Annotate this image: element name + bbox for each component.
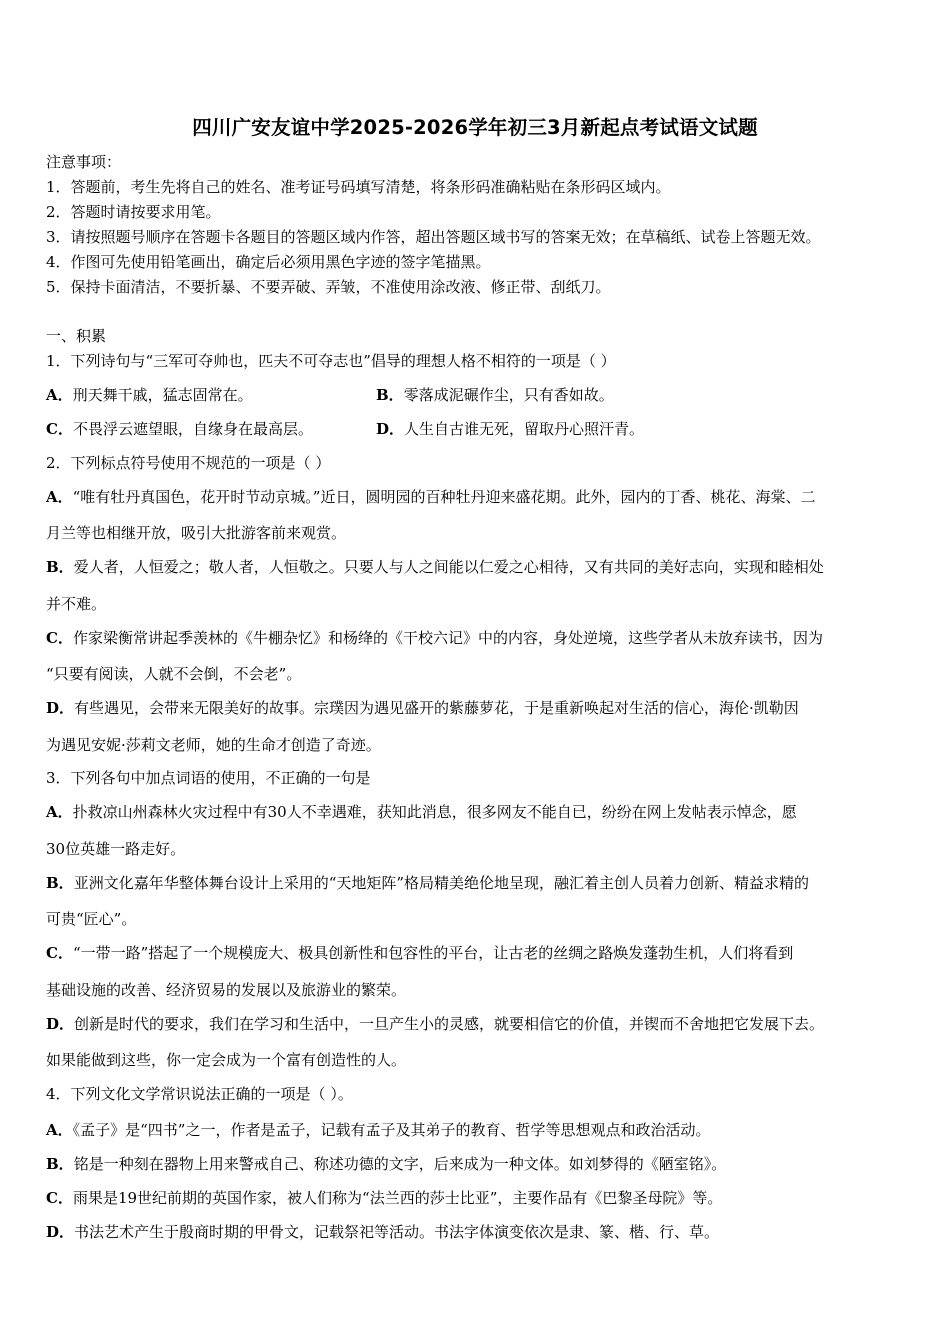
option-label: A． [46, 803, 73, 821]
q3-option-b [46, 873, 809, 893]
q1-option-c [46, 419, 313, 439]
option-label: C． [46, 944, 73, 962]
q3-option-a-cont: 30位英雄一路走好。 [46, 840, 186, 858]
q2-option-a-cont: 月兰等也相继开放，吸引大批游客前来观赏。 [46, 524, 347, 542]
q3-option-d [46, 1014, 824, 1034]
q2-option-d-cont: 为遇见安妮·莎莉文老师，她的生命才创造了奇迹。 [46, 736, 381, 754]
option-text: 零落成泥碾作尘，只有香如故。 [403, 386, 614, 404]
q1-option-a [46, 385, 253, 405]
q2-stem: 2．下列标点符号使用不规范的一项是（ ） [46, 454, 331, 472]
q2-option-c-cont: “只要有阅读，人就不会倒，不会老”。 [46, 665, 302, 683]
option-text: 书法艺术产生于殷商时期的甲骨文，记载祭祀等活动。书法字体演变依次是隶、篆、楷、行、草。 [74, 1223, 720, 1241]
q3-option-b-cont: 可贵“匠心”。 [46, 910, 137, 928]
option-label: A． [46, 488, 73, 506]
q3-option-a [46, 802, 797, 822]
option-label: A． [46, 386, 73, 404]
q2-option-c [46, 628, 823, 648]
option-text: 有些遇见，会带来无限美好的故事。宗璞因为遇见盛开的紫藤萝花，于是重新唤起对生活的信心，海伦·凯勒因 [74, 699, 799, 717]
notice-item-4: 4．作图可先使用铅笔画出，确定后必须用黑色字迹的签字笔描黑。 [46, 253, 491, 271]
notice-item-2: 2．答题时请按要求用笔。 [46, 203, 221, 221]
option-label: A． [46, 1121, 73, 1139]
q3-option-d-cont: 如果能做到这些，你一定会成为一个富有创造性的人。 [46, 1051, 407, 1069]
option-label: D． [46, 1223, 75, 1241]
option-text: 亚洲文化嘉年华整体舞台设计上采用的“天地矩阵”格局精美绝伦地呈现，融汇着主创人员着力创新、精益求精的 [73, 874, 810, 892]
option-label: C． [46, 1189, 73, 1207]
option-text: 《孟子》是“四书”之一，作者是孟子，记载有孟子及其弟子的教育、哲学等思想观点和政治活动。 [72, 1121, 711, 1139]
option-text: 扑救凉山州森林火灾过程中有30人不幸遇难，获知此消息，很多网友不能自已，纷纷在网上发帖表示悼念，愿 [72, 803, 797, 821]
option-label: D． [376, 420, 405, 438]
option-label: B． [46, 558, 74, 576]
option-label: D． [46, 699, 75, 717]
q2-option-d [46, 698, 799, 718]
notice-heading: 注意事项： [46, 153, 122, 171]
option-text: 雨果是19世纪前期的英国作家，被人们称为“法兰西的莎士比亚”，主要作品有《巴黎圣母院》等。 [72, 1189, 723, 1207]
q3-option-c-cont: 基础设施的改善、经济贸易的发展以及旅游业的繁荣。 [46, 981, 407, 999]
option-text: 人生自古谁无死，留取丹心照汗青。 [404, 420, 645, 438]
option-text: 创新是时代的要求，我们在学习和生活中，一旦产生小的灵感，就要相信它的价值，并锲而不舍地把它发展下去。 [74, 1015, 825, 1033]
q4-option-a [46, 1120, 710, 1140]
q2-option-b [46, 557, 824, 577]
q2-option-b-cont: 并不难。 [46, 595, 107, 613]
q2-option-a [46, 487, 815, 507]
option-text: “唯有牡丹真国色，花开时节动京城。”近日，圆明园的百种牡丹迎来盛花期。此外，园内的丁香、桃花、海棠、二 [72, 488, 816, 506]
q1-option-d [376, 419, 644, 439]
q4-option-b [46, 1154, 726, 1174]
notice-item-1: 1．答题前，考生先将自己的姓名、准考证号码填写清楚，将条形码准确粘贴在条形码区域内。 [46, 178, 671, 196]
q4-option-c [46, 1188, 722, 1208]
option-label: B． [46, 1155, 74, 1173]
option-text: “一带一路”搭起了一个规模庞大、极具创新性和包容性的平台，让古老的丝绸之路焕发蓬勃生机，人们将看到 [72, 944, 794, 962]
option-text: 爱人者，人恒爱之；敬人者，人恒敬之。只要人与人之间能以仁爱之心相待，又有共同的美好志向，实现和睦相处 [73, 558, 824, 576]
option-label: B． [376, 386, 404, 404]
option-text: 作家梁衡常讲起季羡林的《牛棚杂忆》和杨绛的《干校六记》中的内容，身处逆境，这些学者从未放弃读书，因为 [72, 629, 823, 647]
q1-stem: 1．下列诗句与“三军可夺帅也，匹夫不可夺志也”倡导的理想人格不相符的一项是（ ） [46, 352, 616, 370]
q3-stem: 3．下列各句中加点词语的使用，不正确的一句是 [46, 769, 371, 787]
option-label: C． [46, 420, 73, 438]
notice-item-3: 3．请按照题号顺序在答题卡各题目的答题区域内作答，超出答题区域书写的答案无效；在草稿纸、试卷上答题无效。 [46, 228, 821, 246]
option-text: 不畏浮云遮望眼，自缘身在最高层。 [72, 420, 313, 438]
option-label: D． [46, 1015, 75, 1033]
notice-item-5: 5．保持卡面清洁，不要折暴、不要弄破、弄皱，不准使用涂改液、修正带、刮纸刀。 [46, 278, 611, 296]
q4-stem: 4．下列文化文学常识说法正确的一项是（ ）。 [46, 1085, 353, 1103]
section-heading: 一、积累 [46, 327, 107, 345]
page-title: 四川广安友谊中学2025-2026学年初三3月新起点考试语文试题 [192, 116, 758, 139]
q1-option-b [376, 385, 614, 405]
option-label: C． [46, 629, 73, 647]
q3-option-c [46, 943, 793, 963]
option-text: 铭是一种刻在器物上用来警戒自己、称述功德的文字，后来成为一种文体。如刘梦得的《陋室铭》。 [73, 1155, 727, 1173]
q4-option-d [46, 1222, 719, 1242]
option-text: 刑天舞干戚，猛志固常在。 [72, 386, 253, 404]
option-label: B． [46, 874, 74, 892]
